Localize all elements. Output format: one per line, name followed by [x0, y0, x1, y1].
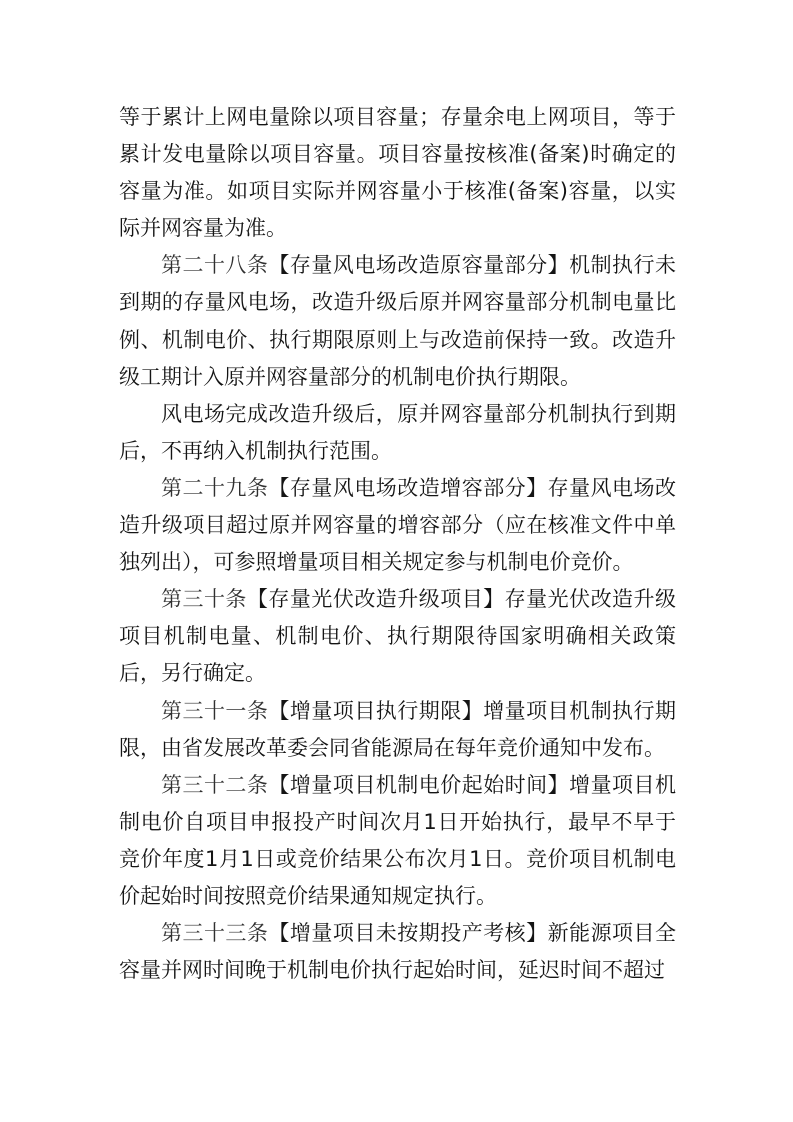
article-text: 【存量风电场改造增容部分】存量风电场改造升级项目超过原并网容量的增容部分（应在核准文件中单独列出），可参照增量项目相关规定参与机制电价竞价。: [119, 475, 677, 575]
document-body: [119, 99, 676, 989]
article-28: [119, 247, 676, 395]
article-29: [119, 470, 676, 581]
article-33: [119, 915, 676, 989]
article-heading: 第三十二条: [161, 772, 269, 797]
article-text: 【存量风电场改造原容量部分】机制执行未到期的存量风电场，改造升级后原并网容量部分机制电量比例、机制电价、执行期限原则上与改造前保持一致。改造升级工期计入原并网容量部分的机制电价执行期限。: [119, 253, 677, 389]
article-30: [119, 581, 676, 692]
article-heading: 第二十九条: [161, 475, 269, 500]
paragraph-text: 等于累计上网电量除以项目容量；存量余电上网项目，等于累计发电量除以项目容量。项目容量按核准(备案)时确定的容量为准。如项目实际并网容量小于核准(备案)容量，以实际并网容量为准。: [119, 105, 676, 241]
article-28-paragraph-2: [119, 396, 676, 470]
article-heading: 第三十条: [161, 587, 247, 612]
article-heading: 第二十八条: [161, 253, 269, 278]
article-text: 【存量光伏改造升级项目】存量光伏改造升级项目机制电量、机制电价、执行期限待国家明确相关政策后，另行确定。: [119, 587, 677, 686]
article-text: 【增量项目机制电价起始时间】增量项目机制电价自项目申报投产时间次月1日开始执行，最早不早于竞价年度1月1日或竞价结果公布次月1日。竞价项目机制电价起始时间按照竞价结果通知规定执行。: [119, 772, 677, 908]
article-text: 【增量项目未按期投产考核】新能源项目全容量并网时间晚于机制电价执行起始时间，延迟时间不超过: [119, 921, 677, 983]
paragraph-continuation: [119, 99, 676, 247]
paragraph-text: 风电场完成改造升级后，原并网容量部分机制执行到期后，不再纳入机制执行范围。: [119, 401, 676, 463]
article-text: 【增量项目执行期限】增量项目机制执行期限，由省发展改革委会同省能源局在每年竞价通知中发布。: [119, 698, 677, 760]
article-heading: 第三十三条: [161, 921, 269, 946]
article-32: [119, 767, 676, 915]
article-heading: 第三十一条: [161, 698, 269, 723]
article-31: [119, 693, 676, 767]
